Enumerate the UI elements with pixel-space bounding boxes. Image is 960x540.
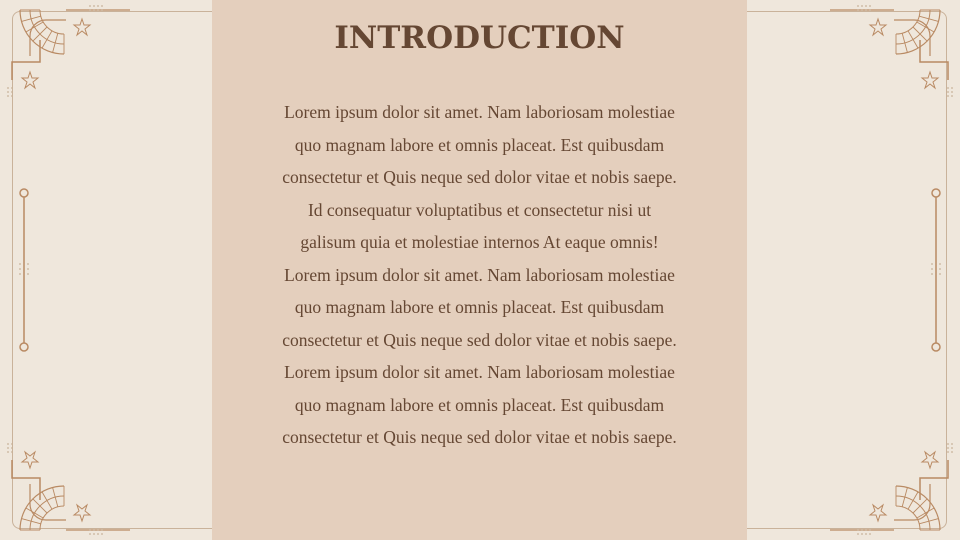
body-text — [232, 96, 727, 454]
body-line: Lorem ipsum dolor sit amet. Nam laboriosam molestiae — [284, 362, 675, 382]
content-panel — [212, 0, 747, 540]
body-line: Lorem ipsum dolor sit amet. Nam laboriosam molestiae — [284, 102, 675, 122]
body-line: quo magnam labore et omnis placeat. Est quibusdam — [294, 394, 665, 415]
body-line: consectetur et Quis neque sed dolor vitae et nobis saepe. — [282, 329, 677, 350]
body-line: quo magnam labore et omnis placeat. Est quibusdam — [294, 297, 665, 317]
rail-left — [19, 189, 29, 351]
body-line: Id consequatur voluptatibus et consectetur nisi ut — [307, 199, 652, 220]
rail-right — [931, 189, 941, 351]
corner-bottom-left — [7, 443, 130, 535]
corner-top-right — [830, 5, 953, 97]
body-line: galisum quia et molestiae internos At eaque omnis! — [300, 232, 659, 252]
body-line: consectetur et Quis neque sed dolor vitae et nobis saepe. — [282, 167, 677, 187]
corner-bottom-right — [830, 443, 953, 535]
body-line: Lorem ipsum dolor sit amet. Nam laboriosam molestiae — [284, 264, 675, 285]
body-line: quo magnam labore et omnis placeat. Est quibusdam — [294, 134, 665, 155]
corner-top-left — [7, 5, 130, 97]
body-line: consectetur et Quis neque sed dolor vitae et nobis saepe. — [282, 427, 677, 447]
slide-title: INTRODUCTION — [334, 20, 625, 56]
